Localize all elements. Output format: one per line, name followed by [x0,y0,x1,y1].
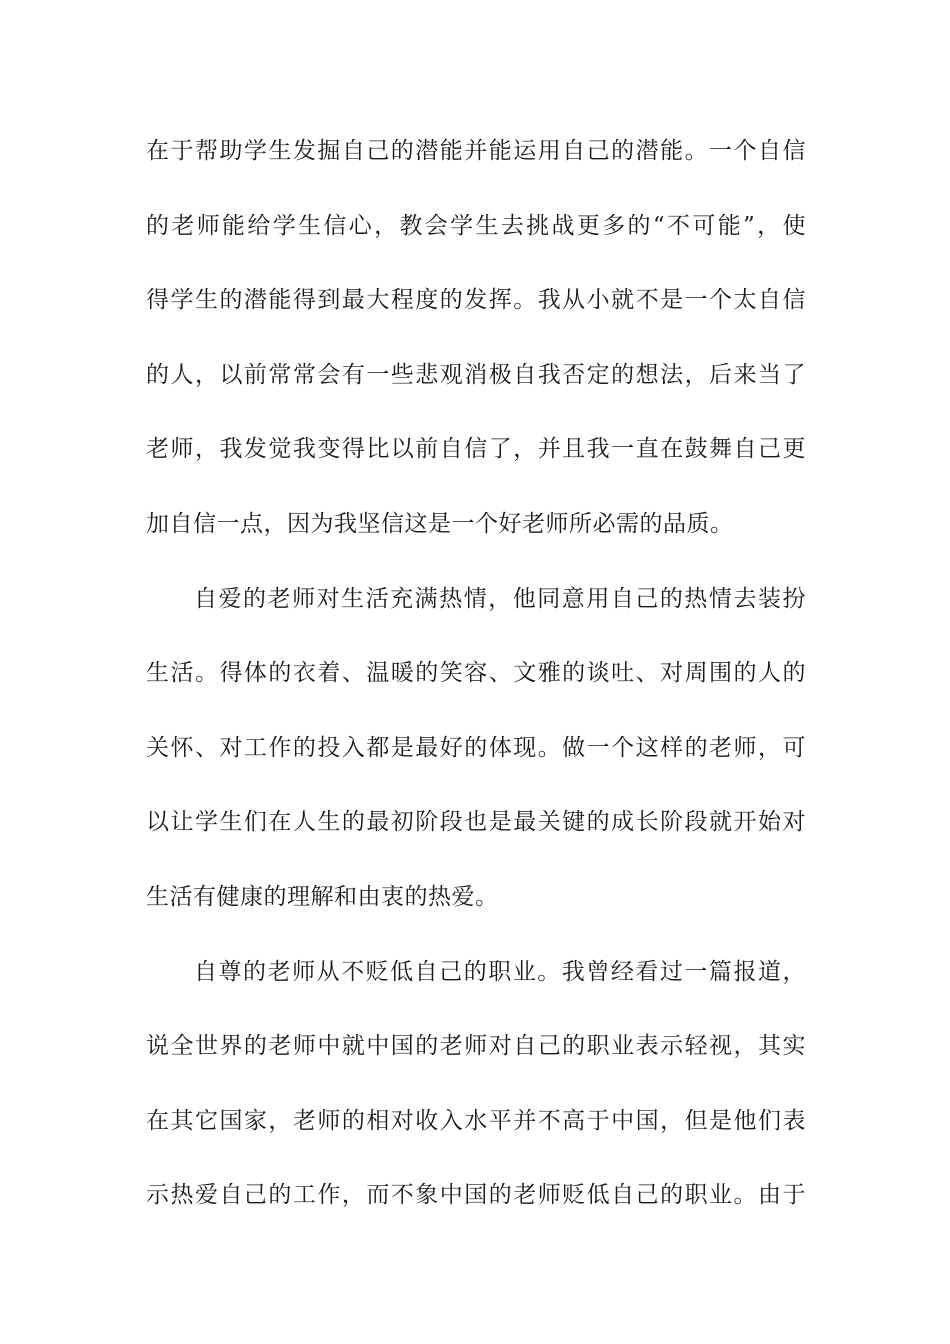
text-line: 生活有健康的理解和由衷的热爱。 [146,883,499,910]
text-line: 自尊的老师从不贬低自己的职业。我曾经看过一篇报道， [194,958,806,985]
text-line: 自爱的老师对生活充满热情，他同意用自己的热情去装扮 [194,585,806,612]
text-line: 的老师能给学生信心，教会学生去挑战更多的“不可能”，使 [146,212,806,239]
text-line: 示热爱自己的工作，而不象中国的老师贬低自己的职业。由于 [146,1182,806,1209]
body-text [146,128,806,1247]
text-line: 老师，我发觉我变得比以前自信了，并且我一直在鼓舞自己更 [146,436,806,463]
text-line: 关怀、对工作的投入都是最好的体现。做一个这样的老师，可 [146,734,806,761]
text-line: 加自信一点，因为我坚信这是一个好老师所必需的品质。 [146,510,734,537]
text-line: 在其它国家，老师的相对收入水平并不高于中国，但是他们表 [146,1107,806,1134]
text-line: 在于帮助学生发掘自己的潜能并能运用自己的潜能。一个自信 [146,138,806,164]
text-line: 以让学生们在人生的最初阶段也是最关键的成长阶段就开始对 [146,809,806,836]
text-line: 生活。得体的衣着、温暖的笑容、文雅的谈吐、对周围的人的 [146,660,806,687]
text-line: 说全世界的老师中就中国的老师对自己的职业表示轻视，其实 [146,1033,806,1060]
text-line: 得学生的潜能得到最大程度的发挥。我从小就不是一个太自信 [146,287,806,314]
text-line: 的人，以前常常会有一些悲观消极自我否定的想法，后来当了 [146,361,806,388]
